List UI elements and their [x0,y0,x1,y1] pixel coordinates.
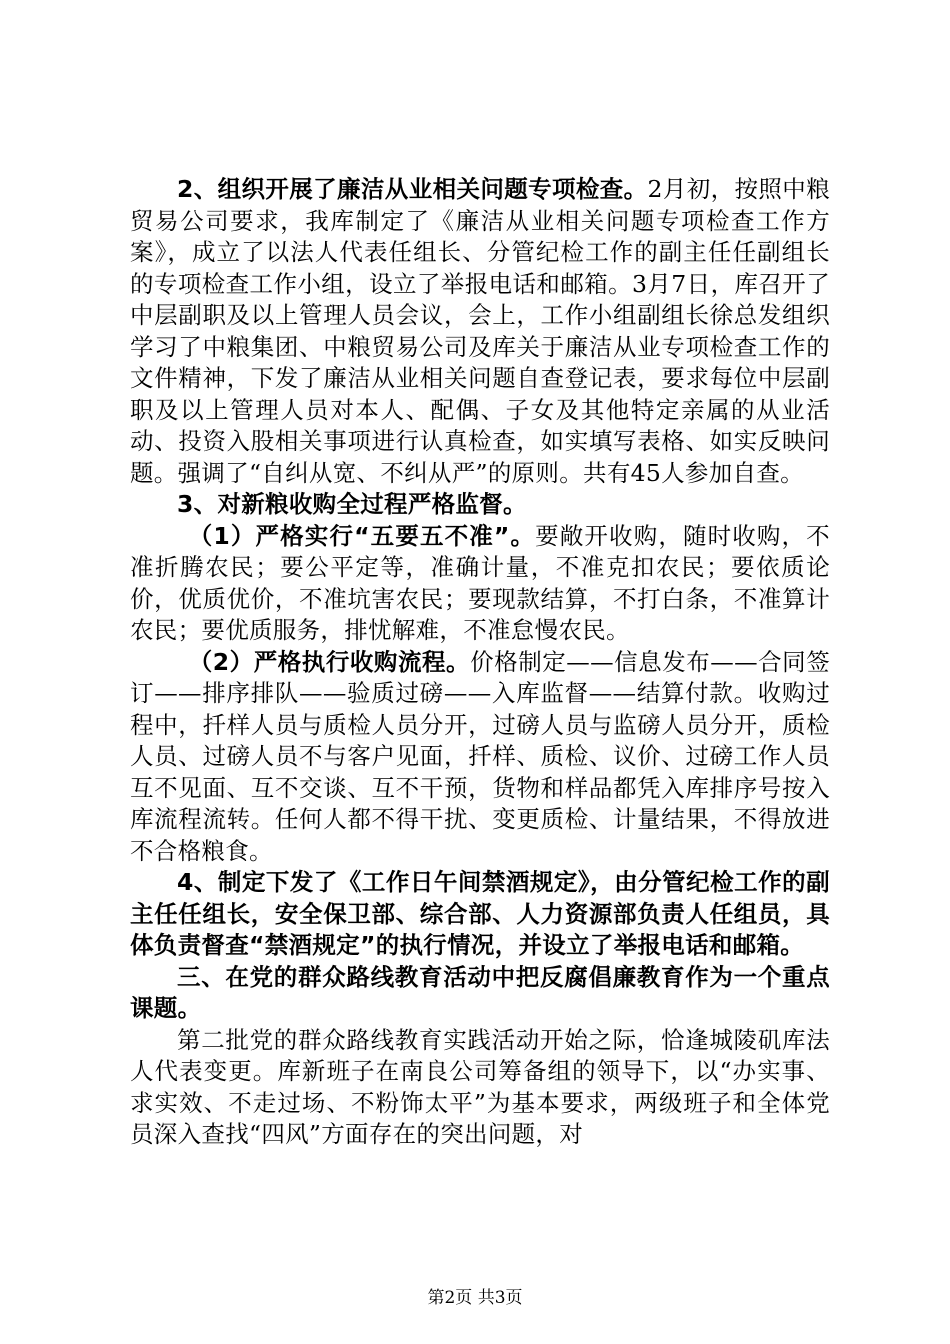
paragraph-body: 要敞开收购，随时收购，不准折腾农民；要公平定等，准确计量，不准克扣农民；要依质论价，优质优价，不准坑害农民；要现款结算，不打白条，不准算计农民；要优质服务，排忧解难，不准怠慢农民。 [130,521,830,644]
document-page [130,174,830,1151]
paragraph-heading: 4、制定下发了《工作日午间禁酒规定》，由分管纪检工作的副主任任组长，安全保卫部、综合部、人力资源部负责人任组员，具体负责督查“禁酒规定”的执行情况，并设立了举报电话和邮箱。 [130,868,830,959]
paragraph-heading: 3、对新粮收购全过程严格监督。 [177,490,527,518]
paragraph-alcohol-ban [130,867,830,962]
paragraph-purchase-process [130,647,830,868]
paragraph-grain-supervision [130,489,830,521]
paragraph-five-musts [130,521,830,647]
section-heading: 三、在党的群众路线教育活动中把反腐倡廉教育作为一个重点课题。 [130,962,830,1022]
paragraph-mass-line [130,1025,830,1151]
paragraph-heading: （2）严格执行收购流程。 [188,647,471,676]
paragraph-heading: 2、组织开展了廉洁从业相关问题专项检查。 [177,175,648,203]
section-heading-three [130,962,830,1025]
paragraph-body: 第二批党的群众路线教育实践活动开始之际，恰逢城陵矶库法人代表变更。库新班子在南良公司筹备组的领导下，以“办实事、求实效、不走过场、不粉饰太平”为基本要求，两级班子和全体党员深入查找“四风”方面存在的突出问题，对 [130,1025,830,1148]
paragraph-body: 价格制定——信息发布——合同签订——排序排队——验质过磅——入库监督——结算付款。收购过程中，扦样人员与质检人员分开，过磅人员与监磅人员分开，质检人员、过磅人员不与客户见面，扦样、质检、议价、过磅工作人员互不见面、互不交谈、互不干预，货物和样品都凭入库排序号按入库流程流转。任何人都不得干扰、变更质检、计量结果，不得放进不合格粮食。 [130,647,831,865]
paragraph-heading: （1）严格实行“五要五不准”。 [188,521,536,550]
paragraph-body: 2月初，按照中粮贸易公司要求，我库制定了《廉洁从业相关问题专项检查工作方案》，成立了以法人代表任组长、分管纪检工作的副主任任副组长的专项检查工作小组，设立了举报电话和邮箱。3月7日，库召开了中层副职及以上管理人员会议，会上，工作小组副组长徐总发组织学习了中粮集团、中粮贸易公司及库关于廉洁从业专项检查工作的文件精神，下发了廉洁从业相关问题自查登记表，要求每位中层副职及以上管理人员对本人、配偶、子女及其他特定亲属的从业活动、投资入股相关事项进行认真检查，如实填写表格、如实反映问题。强调了“自纠从宽、不纠从严”的原则。共有45人参加自查。 [130,175,830,487]
paragraph-special-inspection [130,174,830,489]
page-footer: 第2页 共3页 [427,1288,523,1308]
